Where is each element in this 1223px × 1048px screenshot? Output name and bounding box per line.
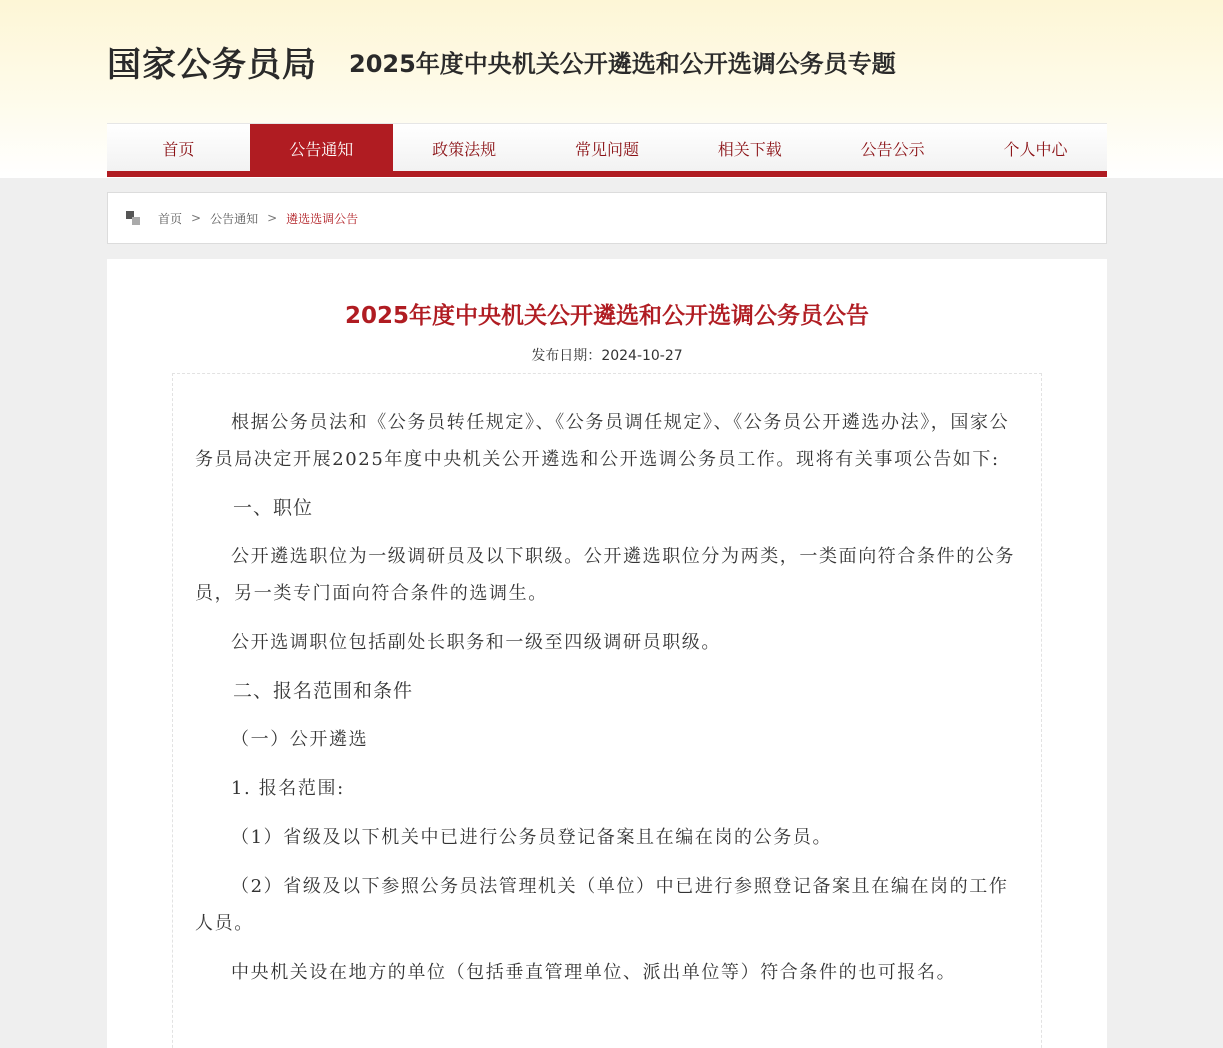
breadcrumb-current[interactable]: 遴选选调公告 — [286, 211, 359, 226]
breadcrumb — [107, 192, 1107, 244]
subsection-heading: （一）公开遴选 — [231, 729, 369, 750]
paragraph: 公开选调职位包括副处长职务和一级至四级调研员职级。 — [231, 632, 721, 653]
paragraph: （1）省级及以下机关中已进行公务员登记备案且在编在岗的公务员。 — [231, 827, 833, 848]
main-nav — [107, 123, 1107, 177]
nav-item-downloads[interactable]: 相关下载 — [717, 139, 782, 159]
site-name[interactable]: 国家公务员局 — [107, 44, 317, 85]
paragraph: 1. 报名范围: — [231, 778, 345, 799]
section-heading: 一、职位 — [233, 497, 314, 519]
breadcrumb-separator: > — [191, 211, 202, 225]
paragraph: 中央机关设在地方的单位（包括垂直管理单位、派出单位等）符合条件的也可报名。 — [231, 962, 957, 983]
paragraph: 公开遴选职位为一级调研员及以下职级。公开遴选职位分为两类，一类面向符合条件的公务员，另一类专门面向符合条件的选调生。 — [195, 546, 1015, 604]
nav-item-notices[interactable]: 公告通知 — [250, 124, 393, 172]
publish-date-label: 发布日期： — [531, 348, 602, 364]
section-heading: 二、报名范围和条件 — [233, 680, 414, 702]
nav-item-announcements[interactable]: 公告公示 — [860, 139, 925, 159]
nav-item-personal-center[interactable]: 个人中心 — [1003, 139, 1068, 159]
nav-item-policies[interactable]: 政策法规 — [432, 139, 497, 159]
publish-date — [107, 345, 1107, 365]
paragraph: 根据公务员法和《公务员转任规定》、《公务员调任规定》、《公务员公开遴选办法》，国家公务员局决定开展2025年度中央机关公开遴选和公开选调公务员工作。现将有关事项公告如下: — [195, 412, 1010, 470]
breadcrumb-home[interactable]: 首页 — [158, 211, 183, 226]
site-header — [107, 36, 1107, 86]
paragraph: （2）省级及以下参照公务员法管理机关（单位）中已进行参照登记备案且在编在岗的工作人员。 — [195, 876, 1009, 934]
article-body — [172, 373, 1042, 1048]
article-container — [107, 259, 1107, 1048]
topic-title: 2025年度中央机关公开遴选和公开选调公务员专题 — [349, 49, 896, 78]
breadcrumb-notices[interactable]: 公告通知 — [210, 211, 259, 226]
nav-item-faq[interactable]: 常见问题 — [574, 139, 639, 159]
breadcrumb-separator: > — [267, 211, 278, 225]
article-title: 2025年度中央机关公开遴选和公开选调公务员公告 — [344, 303, 869, 329]
nav-item-home[interactable]: 首页 — [162, 139, 195, 159]
publish-date-value: 2024-10-27 — [601, 348, 683, 364]
location-icon — [126, 211, 140, 225]
